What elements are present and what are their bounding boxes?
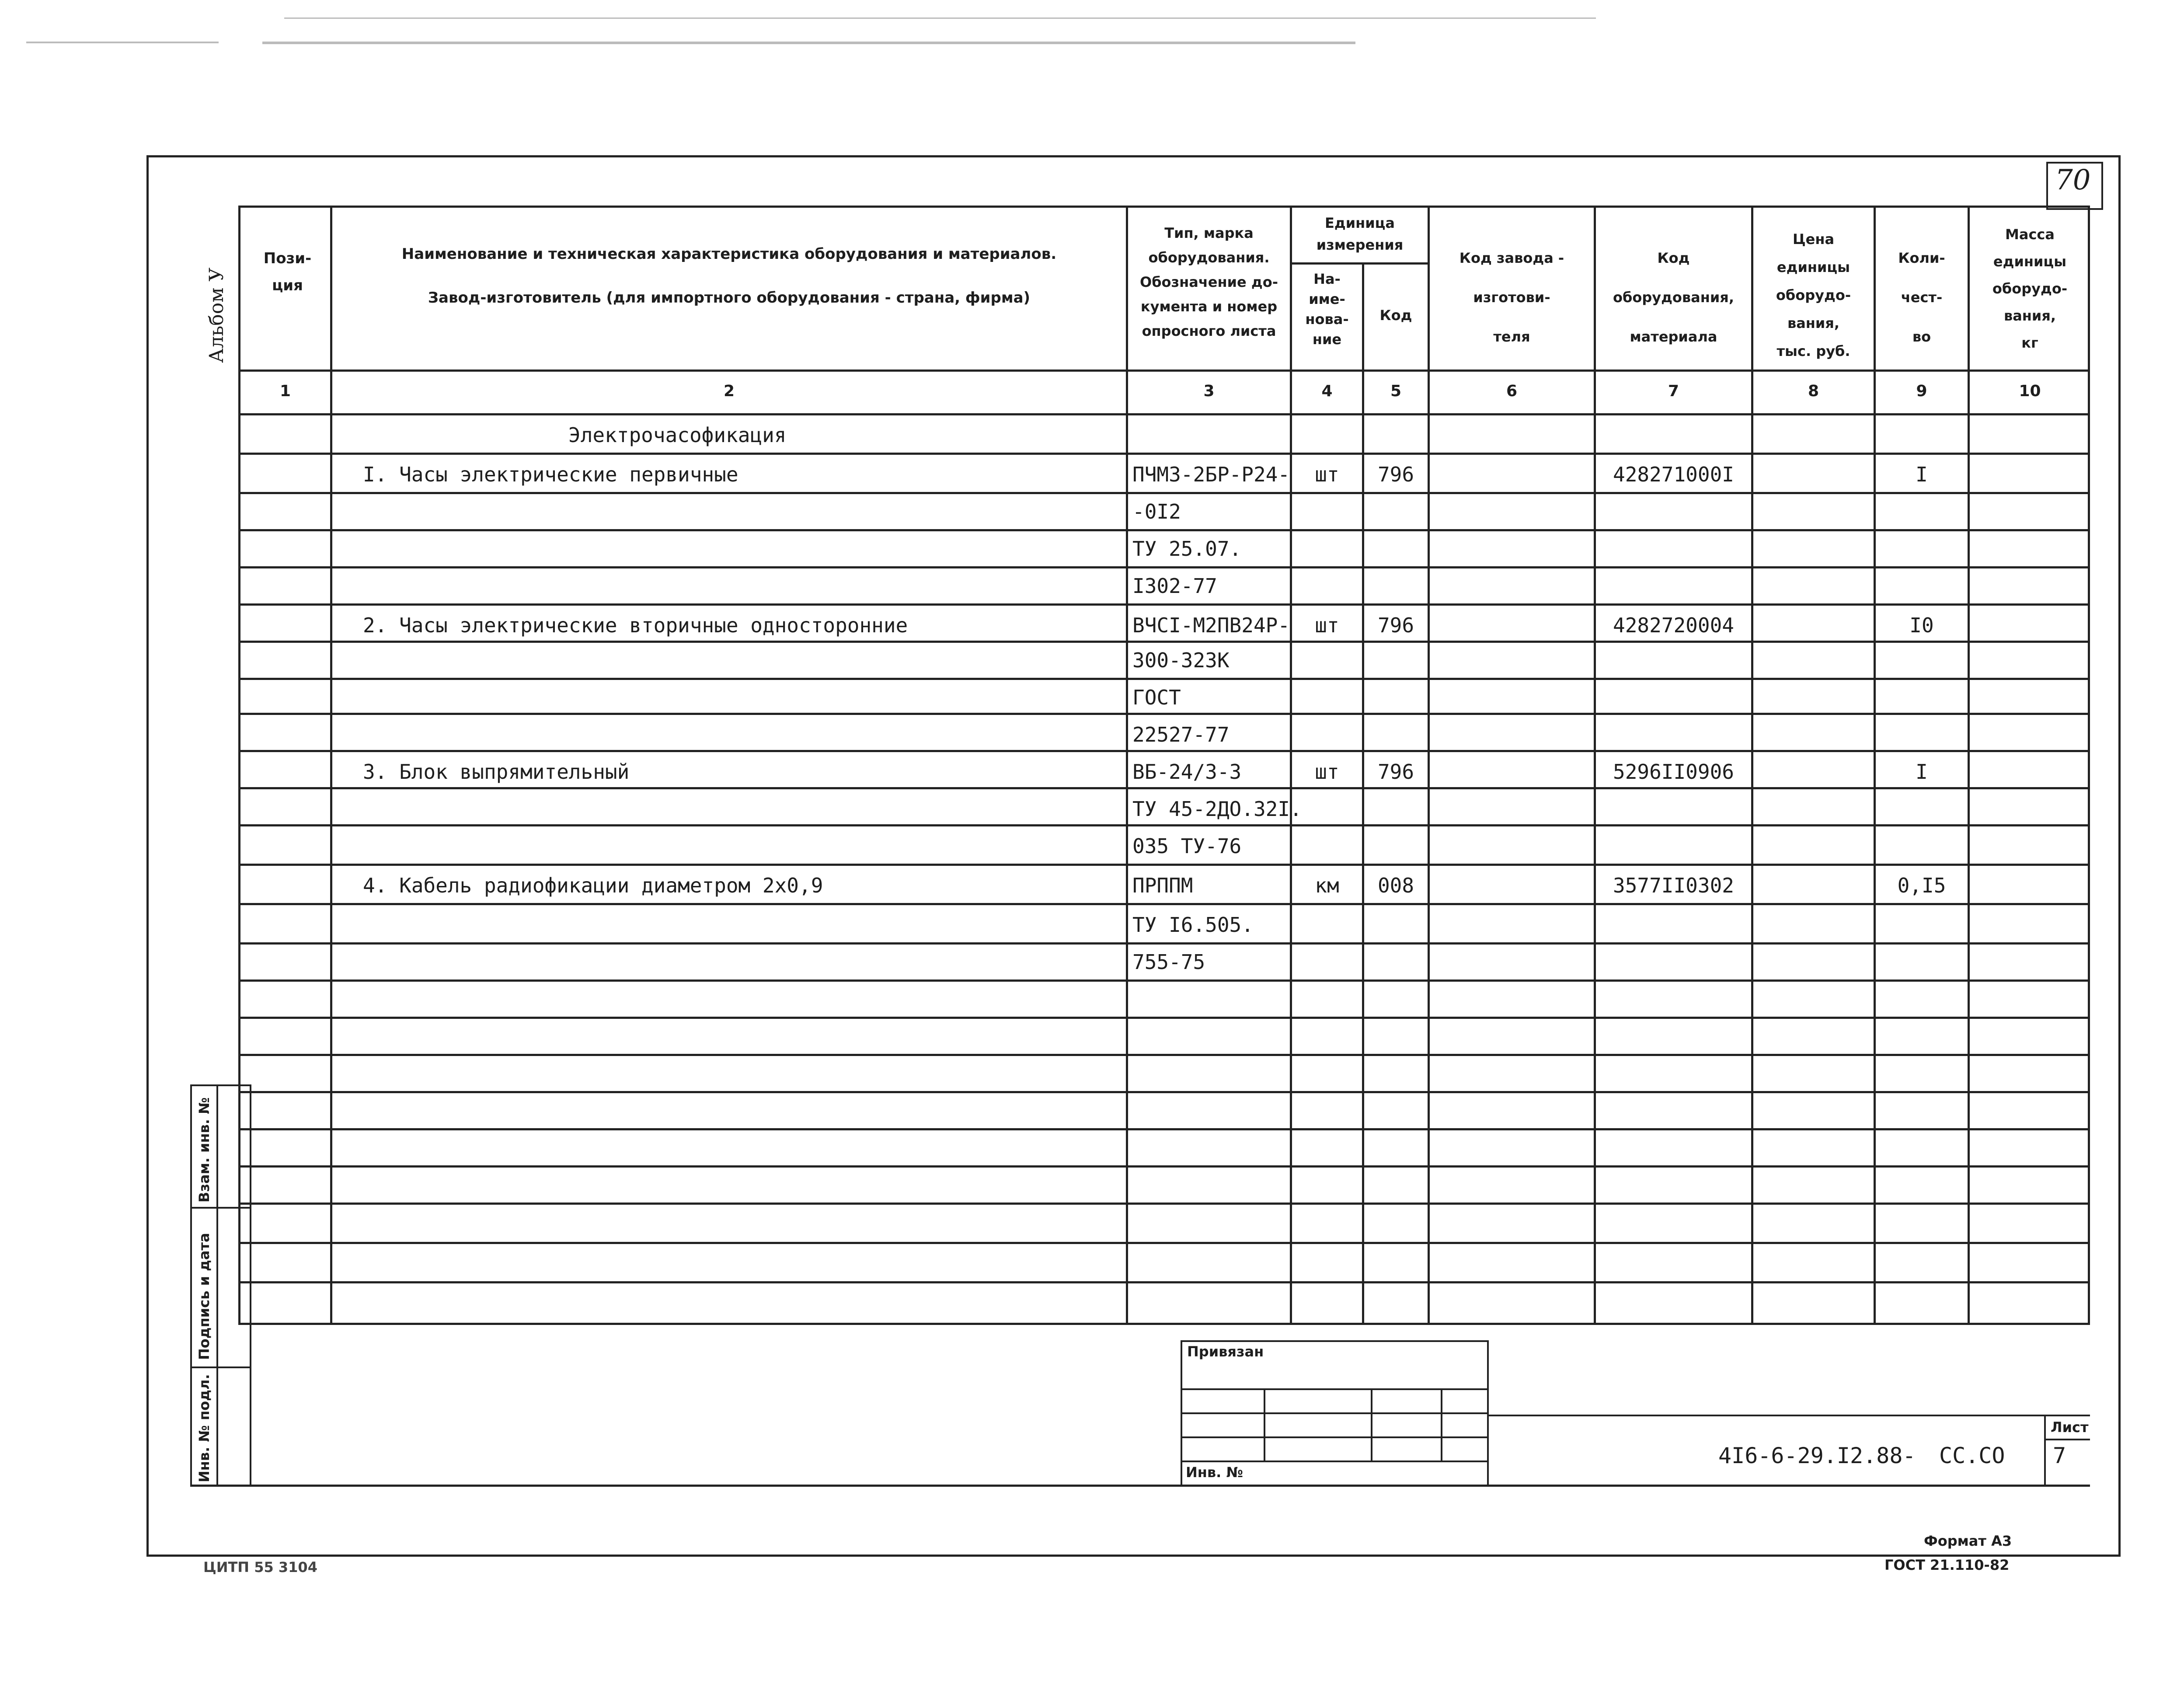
header-line xyxy=(238,413,2090,415)
row-line xyxy=(238,864,2090,866)
album-label: Альбом У xyxy=(206,267,228,363)
row-line xyxy=(238,1203,2090,1205)
header-quantity: Коли- чест- во xyxy=(1898,250,1945,345)
stamp-line xyxy=(1441,1388,1442,1461)
item-unit: шт xyxy=(1315,463,1339,486)
row-line xyxy=(238,1054,2090,1056)
row-line xyxy=(238,1281,2090,1283)
item-unit-code: 796 xyxy=(1377,463,1414,486)
row-line xyxy=(238,903,2090,905)
row-line xyxy=(238,453,2090,455)
item-type-cont: ТУ 45-2ДО.32I. xyxy=(1132,797,1302,821)
col-number: 6 xyxy=(1506,382,1518,400)
scan-artifact xyxy=(262,42,1355,44)
col-number: 5 xyxy=(1390,382,1402,400)
row-line xyxy=(238,1091,2090,1093)
scan-artifact xyxy=(26,42,219,43)
title-line xyxy=(1489,1415,2090,1416)
gost-label: ГОСТ 21.110-82 xyxy=(1884,1557,2010,1573)
item-type-cont: I302-77 xyxy=(1132,574,1217,598)
stamp-line xyxy=(1181,1436,1489,1438)
col-number: 7 xyxy=(1668,382,1679,400)
col-number: 9 xyxy=(1916,382,1927,400)
item-type-cont: ТУ I6.505. xyxy=(1132,913,1254,937)
sheet-label: Лист xyxy=(2051,1419,2089,1436)
item-quantity: I xyxy=(1916,463,1928,486)
header-price: Цена единицы оборудо- вания, тыс. руб. xyxy=(1776,231,1851,359)
stamp-line xyxy=(1181,1412,1489,1414)
margin-divider xyxy=(216,1084,218,1487)
header-line xyxy=(1290,262,1430,265)
margin-divider xyxy=(190,1366,251,1368)
header-type: Тип, марка оборудования. Обозначение до- кумента и номер опросного листа xyxy=(1140,225,1278,339)
header-name-line2: Завод-изготовитель (для импортного оборудования - страна, фирма) xyxy=(428,289,1031,307)
item-type-cont: 300-323К xyxy=(1132,648,1230,672)
item-name: 3. Блок выпрямительный xyxy=(363,760,630,784)
privyazan-label: Привязан xyxy=(1187,1343,1264,1360)
col-number: 3 xyxy=(1203,382,1215,400)
row-line xyxy=(238,1165,2090,1168)
sheet-box-line xyxy=(2044,1415,2046,1487)
page-number: 70 xyxy=(2055,164,2091,196)
vzam-label: Взам. инв. № xyxy=(196,1097,212,1203)
header-factory-code: Код завода - изготови- теля xyxy=(1459,250,1564,345)
item-name: I. Часы электрические первичные xyxy=(363,463,738,486)
header-unit-name: На- име- нова- ние xyxy=(1305,271,1349,348)
header-name-line1: Наименование и техническая характеристика оборудования и материалов. xyxy=(401,245,1057,263)
row-line xyxy=(238,1242,2090,1244)
stamp-line xyxy=(1181,1388,1489,1390)
item-unit-code: 796 xyxy=(1377,760,1414,784)
item-type-cont: 755-75 xyxy=(1132,950,1205,974)
table-bottom-line xyxy=(238,1323,2090,1325)
margin-divider xyxy=(190,1207,251,1209)
format-label: Формат А3 xyxy=(1924,1533,2012,1549)
sheet-box-line xyxy=(2044,1439,2090,1440)
row-line xyxy=(238,1128,2090,1130)
header-unit-group: Единица измерения xyxy=(1316,215,1404,253)
stamp-line xyxy=(1371,1388,1372,1461)
inventory-label: Инв. № подл. xyxy=(196,1374,212,1482)
item-type-cont: ТУ 25.07. xyxy=(1132,537,1242,561)
row-line xyxy=(238,603,2090,606)
inventory-no-label: Инв. № xyxy=(1186,1464,1243,1481)
item-equipment-code: 5296II0906 xyxy=(1613,760,1734,784)
item-equipment-code: 3577II0302 xyxy=(1613,874,1734,897)
item-unit: км xyxy=(1315,874,1339,897)
item-type: ПЧМЗ-2БР-Р24- xyxy=(1132,463,1290,486)
item-unit-code: 008 xyxy=(1377,874,1414,897)
item-unit: шт xyxy=(1315,613,1339,637)
row-line xyxy=(238,1017,2090,1019)
signature-date-label: Подпись и дата xyxy=(196,1233,212,1360)
item-equipment-code: 4282720004 xyxy=(1613,613,1734,637)
col-number: 8 xyxy=(1808,382,1819,400)
header-equipment-code: Код оборудования, материала xyxy=(1613,250,1734,345)
item-quantity: I0 xyxy=(1909,613,1934,637)
item-unit: шт xyxy=(1315,760,1339,784)
item-unit-code: 796 xyxy=(1377,613,1414,637)
item-equipment-code: 428271000I xyxy=(1613,463,1734,486)
stamp-line xyxy=(1181,1461,1489,1462)
document-suffix: СС.СО xyxy=(1939,1443,2005,1468)
section-title: Электрочасофикация xyxy=(568,423,787,447)
item-name: 4. Кабель радиофикации диаметром 2х0,9 xyxy=(363,874,823,897)
sheet-bottom-line xyxy=(190,1485,2090,1487)
col-number: 10 xyxy=(2019,382,2041,400)
item-type-cont: ГОСТ xyxy=(1132,686,1181,709)
item-quantity: 0,I5 xyxy=(1897,874,1946,897)
print-code: ЦИТП 55 3104 xyxy=(203,1559,317,1576)
item-quantity: I xyxy=(1916,760,1928,784)
sheet-number: 7 xyxy=(2053,1443,2066,1468)
col-number: 2 xyxy=(723,382,735,400)
header-position: Пози- ция xyxy=(263,250,312,294)
col-number: 1 xyxy=(279,382,291,400)
col-number: 4 xyxy=(1321,382,1333,400)
item-type: ВБ-24/3-3 xyxy=(1132,760,1242,784)
item-type-cont: 035 ТУ-76 xyxy=(1132,834,1242,858)
header-unit-code: Код xyxy=(1379,307,1412,324)
item-type-cont: 22527-77 xyxy=(1132,723,1230,746)
row-line xyxy=(238,979,2090,982)
item-type-cont: -0I2 xyxy=(1132,500,1181,523)
scan-artifact xyxy=(284,17,1596,19)
item-type: ВЧСI-М2ПВ24Р- xyxy=(1132,613,1290,637)
header-mass: Масса единицы оборудо- вания, кг xyxy=(1992,226,2068,351)
item-name: 2. Часы электрические вторичные односторонние xyxy=(363,613,908,637)
item-type: ПРППМ xyxy=(1132,874,1193,897)
stamp-line xyxy=(1264,1388,1265,1461)
document-number: 4I6-6-29.I2.88- xyxy=(1718,1443,1916,1468)
